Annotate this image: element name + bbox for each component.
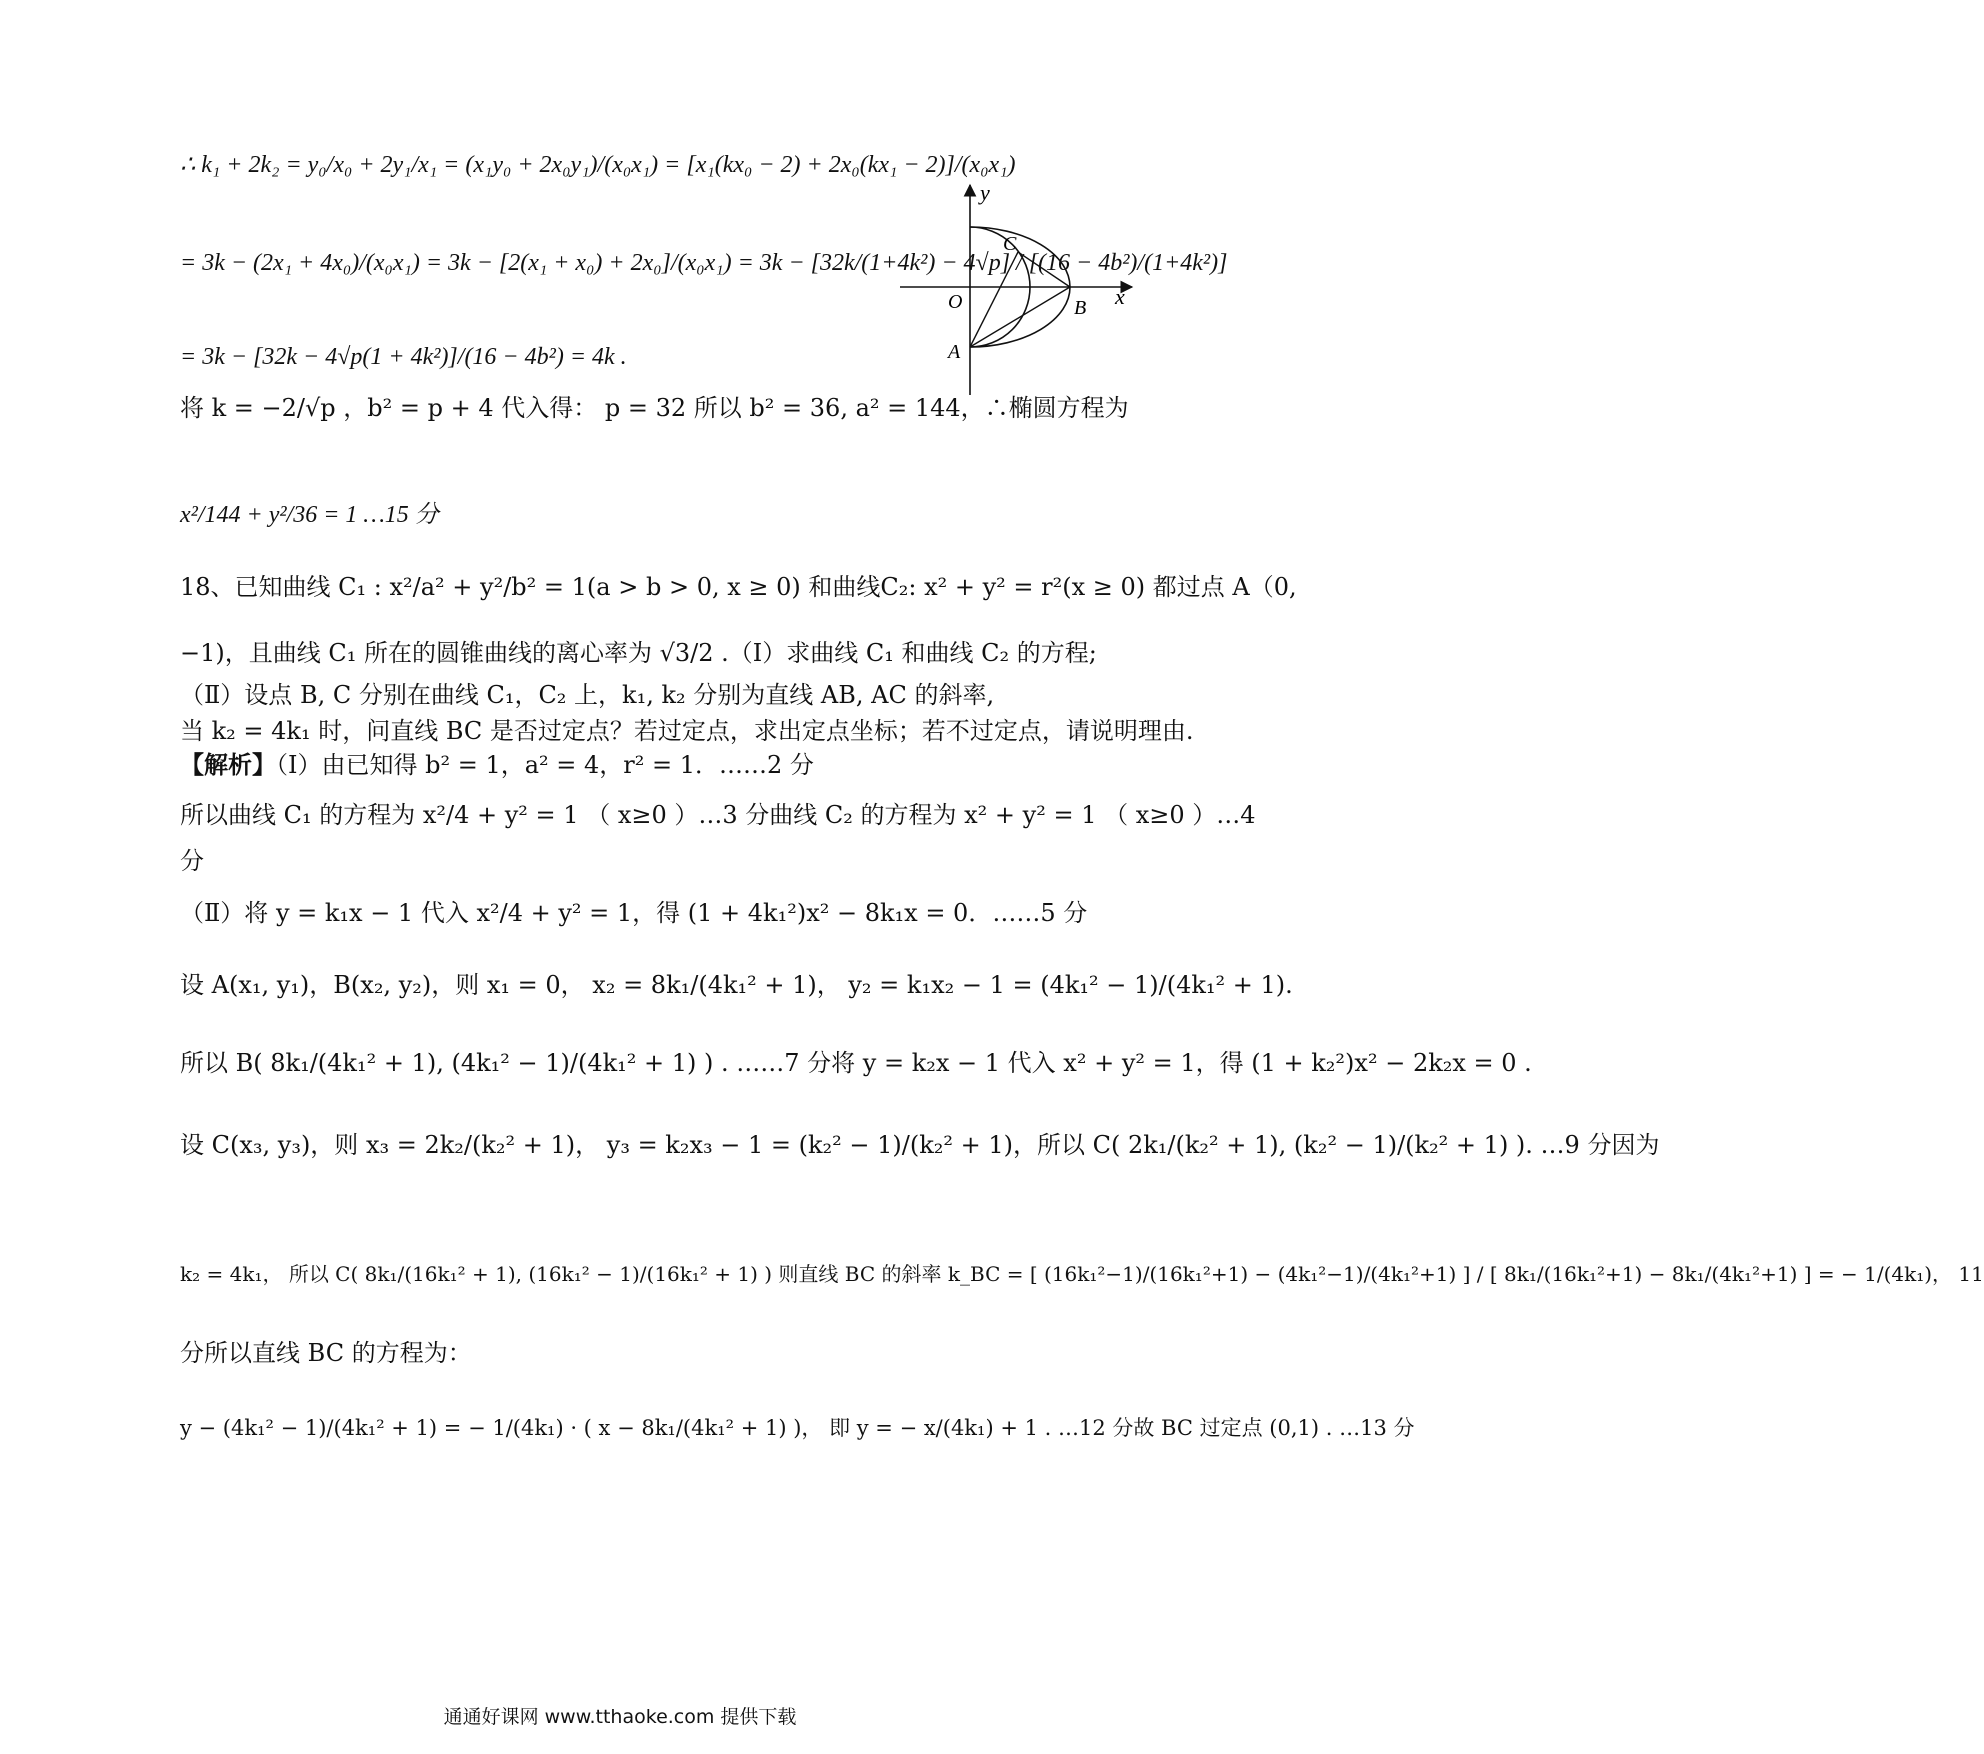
- label-a: A: [948, 341, 961, 363]
- solution-part2-substitute: （Ⅱ）将 y = k₁x − 1 代入 x²/4 + y² = 1，得 (1 + 4k₁²)x² − 8k₁x = 0．……5 分: [180, 899, 1088, 927]
- point-c-coordinates: 设 C(x₃, y₃)，则 x₃ = 2k₂/(k₂² + 1)， y₃ = k₂x₃ − 1 = (k₂² − 1)/(k₂² + 1)，所以 C( 2k₁/(k₂² + 1), (k₂² − 1)/(k₂² + 1) ). …9 分因为: [180, 1131, 1660, 1159]
- point-b-line: 所以 B( 8k₁/(4k₁² + 1), (4k₁² − 1)/(4k₁² + 1) ) . ……7 分将 y = k₂x − 1 代入 x² + y² = 1，得 (1 + k₂²)x² − 2k₂x = 0 .: [180, 1049, 1532, 1077]
- line-bc-equation: y − (4k₁² − 1)/(4k₁² + 1) = − 1/(4k₁) · ( x − 8k₁/(4k₁² + 1) )， 即 y = − x/(4k₁) + 1 . …12 分故 BC 过定点 (0,1) . …13 分: [180, 1416, 1415, 1440]
- problem-18-question: 当 k₂ = 4k₁ 时，问直线 BC 是否过定点？若过定点，求出定点坐标；若不过定点，请说明理由.: [180, 717, 1194, 745]
- label-x: x: [1115, 284, 1125, 309]
- problem-18-statement: 18、已知曲线 C₁ : x²/a² + y²/b² = 1(a > b > 0, x ≥ 0) 和曲线C₂: x² + y² = r²(x ≥ 0) 都过点 A（0,: [180, 573, 1297, 601]
- equation-line-3: = 3k − [32k − 4√p(1 + 4k²)]/(16 − 4b²) = 4k .: [180, 344, 627, 370]
- equation-line-2: = 3k − (2x₁ + 4x₀)/(x₀x₁) = 3k − [2(x₁ + x₀) + 2x₀]/(x₀x₁) = 3k − [32k/(1+4k²) − 4√p] / [(16 − 4b²)/(1+4k²)]: [180, 250, 1228, 276]
- problem-18-eccentricity: −1)，且曲线 C₁ 所在的圆锥曲线的离心率为 √3/2 .（Ⅰ）求曲线 C₁ 和曲线 C₂ 的方程;: [180, 639, 1097, 667]
- label-o: O: [948, 291, 963, 313]
- problem-18-part2: （Ⅱ）设点 B, C 分别在曲线 C₁，C₂ 上，k₁, k₂ 分别为直线 AB, AC 的斜率,: [180, 681, 995, 709]
- score-fen: 分: [180, 847, 204, 875]
- label-c: C: [1003, 233, 1017, 255]
- solution-part1: 【解析】（Ⅰ）由已知得 b² = 1，a² = 4，r² = 1．……2 分: [180, 750, 814, 779]
- equation-line-1: ∴ k₁ + 2k₂ = y₀/x₀ + 2y₁/x₁ = (x₁y₀ + 2x₀y₁)/(x₀x₁) = [x₁(kx₀ − 2) + 2x₀(kx₁ − 2)]/(x₀x₁): [180, 152, 1016, 178]
- ellipse-result: x²/144 + y²/36 = 1 …15 分: [180, 502, 439, 528]
- page-footer: 通通好课网 www.tthaoke.com 提供下载: [443, 1706, 797, 1728]
- line-bc-heading: 分所以直线 BC 的方程为：: [180, 1339, 472, 1367]
- geometry-figure: [900, 180, 1140, 400]
- point-b-coordinates: 设 A(x₁, y₁)，B(x₂, y₂)，则 x₁ = 0， x₂ = 8k₁/(4k₁² + 1)， y₂ = k₁x₂ − 1 = (4k₁² − 1)/(4k₁² + 1).: [180, 971, 1293, 999]
- slope-bc: k₂ = 4k₁， 所以 C( 8k₁/(16k₁² + 1), (16k₁² − 1)/(16k₁² + 1) ) 则直线 BC 的斜率 k_BC = [ (16k₁²−1)/(16k₁²+1) − (4k₁²−1)/(4k₁²+1) ] / [ 8k₁/(16k₁²+1) − 8k₁/(4k₁²+1) ] = − 1/(4k₁)， 11: [180, 1262, 1984, 1286]
- label-y: y: [980, 180, 990, 205]
- label-b: B: [1074, 297, 1087, 319]
- segment-bc: [1018, 252, 1070, 287]
- solution-tag: 【解析】: [180, 750, 276, 779]
- substitution-line: 将 k = −2/√p ，b² = p + 4 代入得： p = 32 所以 b² = 36, a² = 144，∴椭圆方程为: [180, 394, 1129, 422]
- curve-equations: 所以曲线 C₁ 的方程为 x²/4 + y² = 1 （ x≥0 ）…3 分曲线 C₂ 的方程为 x² + y² = 1 （ x≥0 ）…4: [180, 801, 1256, 829]
